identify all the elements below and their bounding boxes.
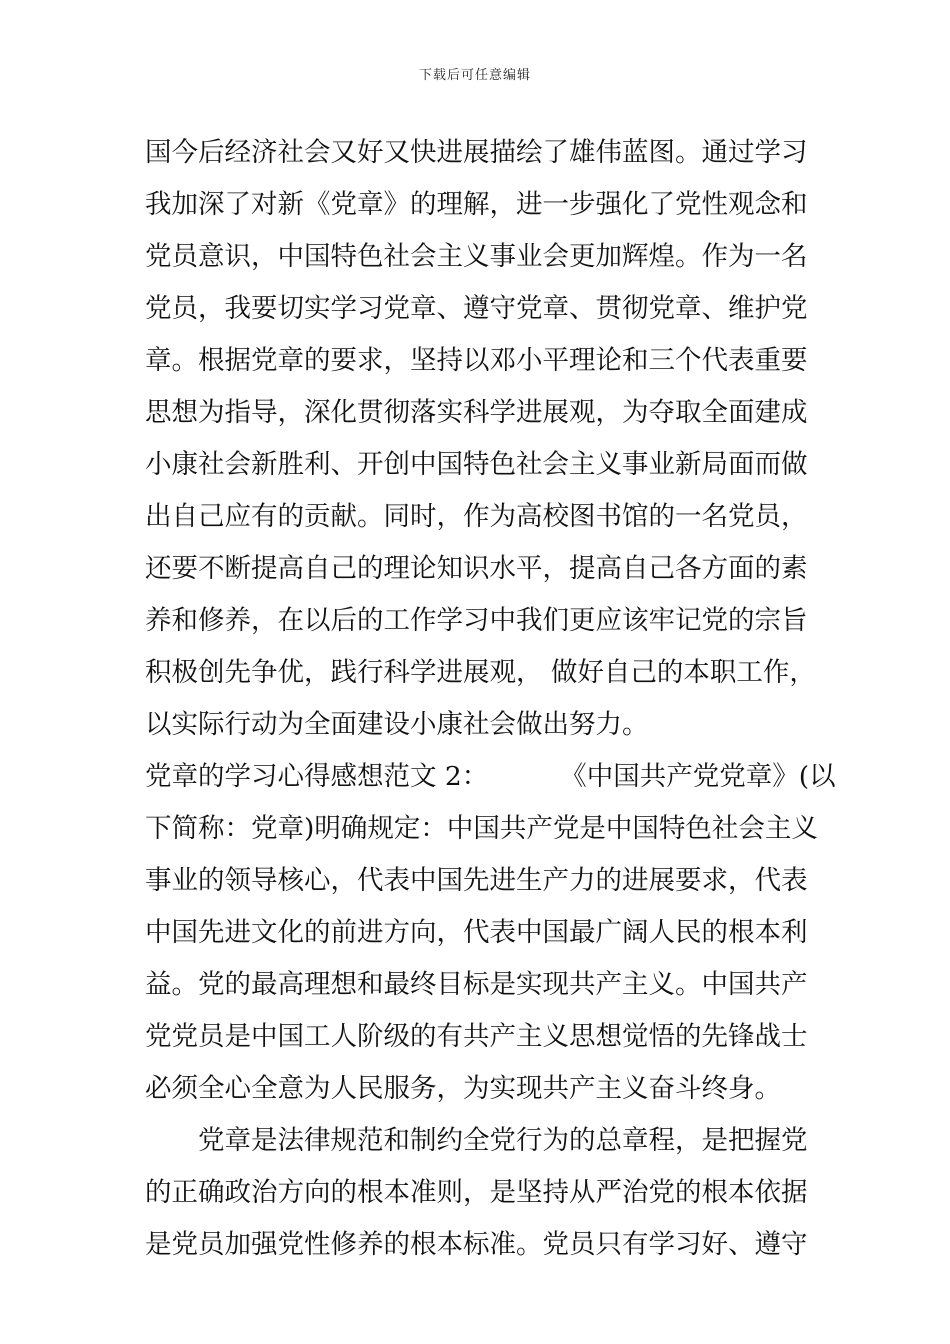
text-line: 的正确政治方向的根本准则，是坚持从严治党的根本依据 — [145, 1177, 808, 1208]
text-line: 必须全心全意为人民服务，为实现共产主义奋斗终身。 — [145, 1073, 781, 1104]
text-line: 积极创先争优，践行科学进展观， 做好自己的本职工作， — [145, 657, 816, 688]
section-heading: 党章的学习心得感想范文 2： — [145, 761, 489, 792]
text-line: 还要不断提高自己的理论知识水平，提高自己各方面的素 — [145, 553, 808, 584]
text-line: 下简称：党章)明确规定：中国共产党是中国特色社会主义 — [145, 813, 818, 844]
text-line: 出自己应有的贡献。同时，作为高校图书馆的一名党员， — [145, 501, 808, 532]
text-line: 小康社会新胜利、开创中国特色社会主义事业新局面而做 — [145, 449, 808, 480]
paragraph-first-line: 党章是法律规范和制约全党行为的总章程，是把握党 — [198, 1125, 808, 1156]
text-line: 党员，我要切实学习党章、遵守党章、贯彻党章、维护党 — [145, 293, 808, 324]
text-line: 国今后经济社会又好又快进展描绘了雄伟蓝图。通过学习 — [145, 137, 808, 168]
text-line: 以实际行动为全面建设小康社会做出努力。 — [145, 709, 649, 740]
text-line: 章。根据党章的要求，坚持以邓小平理论和三个代表重要 — [145, 345, 808, 376]
text-line: 养和修养，在以后的工作学习中我们更应该牢记党的宗旨 — [145, 605, 808, 636]
text-line: 益。党的最高理想和最终目标是实现共产主义。中国共产 — [145, 969, 808, 1000]
section-heading-line — [145, 751, 836, 803]
text-line: 我加深了对新《党章》的理解，进一步强化了党性观念和 — [145, 189, 808, 220]
text-line: 党员意识，中国特色社会主义事业会更加辉煌。作为一名 — [145, 241, 808, 272]
page-header: 下载后可任意编辑 — [418, 68, 531, 83]
document-body — [145, 127, 836, 1271]
text-line: 是党员加强党性修养的根本标准。党员只有学习好、遵守 — [145, 1229, 808, 1260]
section-heading-continuation: 《中国共产党党章》(以 — [560, 761, 836, 792]
text-line: 思想为指导，深化贯彻落实科学进展观，为夺取全面建成 — [145, 397, 808, 428]
text-line: 党党员是中国工人阶级的有共产主义思想觉悟的先锋战士 — [145, 1021, 808, 1052]
text-line: 事业的领导核心，代表中国先进生产力的进展要求，代表 — [145, 865, 808, 896]
text-line: 中国先进文化的前进方向，代表中国最广阔人民的根本利 — [145, 917, 808, 948]
